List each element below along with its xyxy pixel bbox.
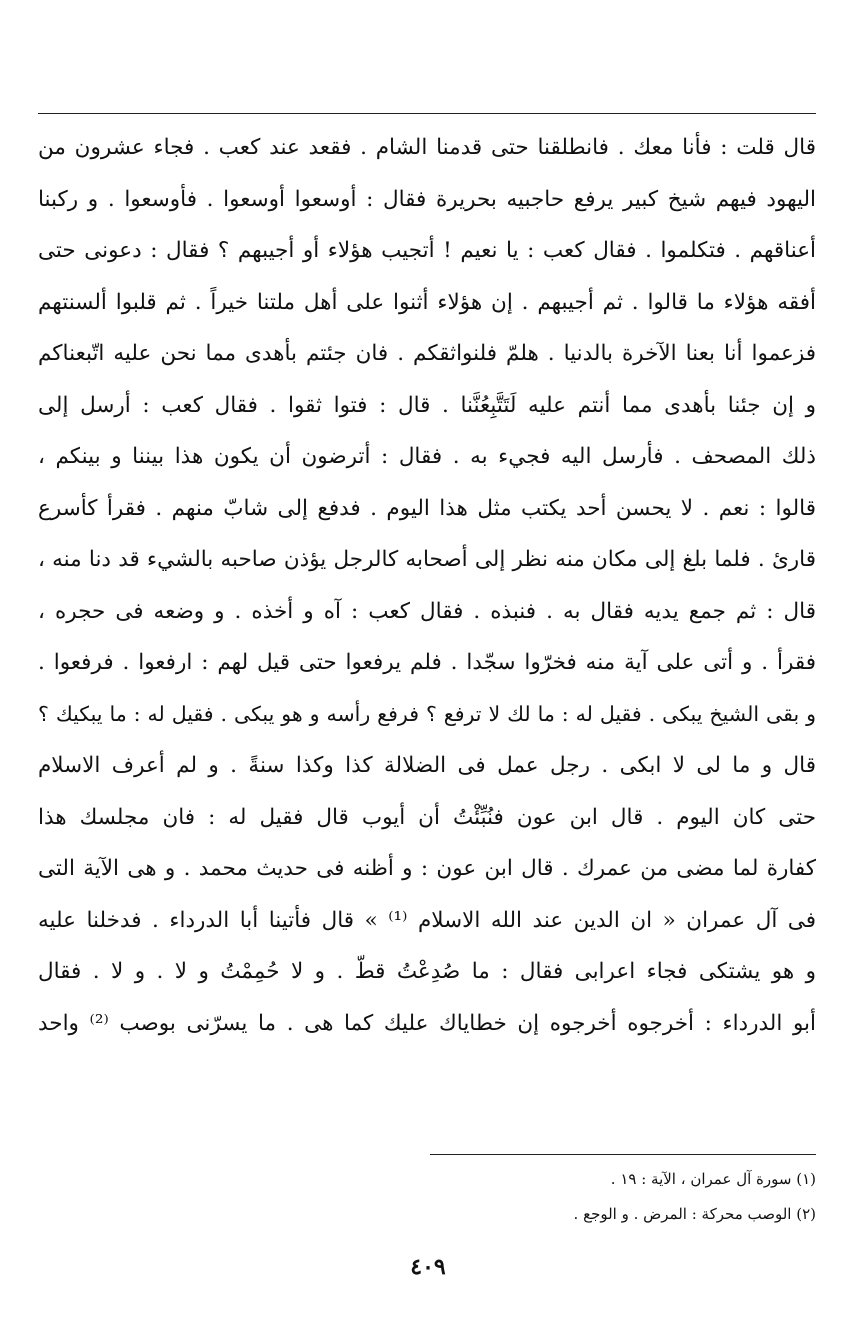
footnote-divider-rule	[430, 1154, 816, 1155]
body-line: كفارة لما مضى من عمرك . قال ابن عون : و أظنه فى حديث محمد . و هى الآية التى	[38, 856, 816, 881]
body-line: قال و ما لى لا ابكى . رجل عمل فى الضلالة كذا وكذا سنةً . و لم أعرف الاسلام	[38, 753, 816, 778]
body-line: أعناقهم . فتكلموا . فقال كعب : يا نعيم ! أتجيب هؤلاء أو أجيبهم ؟ فقال : دعونى حتى	[38, 238, 816, 263]
footnotes	[38, 1162, 816, 1232]
body-line: و هو يشتكى فجاء اعرابى فقال : ما صُدِعْتُ قطّ . و لا حُمِمْتُ و لا . و لا . فقال	[38, 959, 816, 984]
body-line: ذلك المصحف . فأرسل اليه فجيء به . فقال : أترضون أن يكون هذا بيننا و بينكم ،	[38, 444, 816, 469]
top-divider-rule	[38, 113, 816, 114]
body-line: فقرأ . و أتى على آية منه فخرّوا سجّدا . فلم يرفعوا حتى قيل لهم : ارفعوا . فرفعوا .	[38, 650, 816, 675]
page-body-text	[38, 122, 816, 1049]
body-line: قال : ثم جمع يديه فقال به . فنبذه . فقال كعب : آه و أخذه . و وضعه فى حجره ،	[38, 598, 816, 624]
body-line: قارئ . فلما بلغ إلى مكان منه نظر إلى أصحابه كالرجل يؤذن صاحبه بالشيء قد دنا منه ،	[38, 547, 816, 572]
footnote-2: (٢) الوصب محركة : المرض . و الوجع .	[573, 1205, 816, 1223]
body-line: و بقى الشيخ يبكى . فقيل له : ما لك لا ترفع ؟ فرفع رأسه و هو يبكى . فقيل له : ما يبكيك ؟	[38, 701, 816, 726]
body-line: حتى كان اليوم . قال ابن عون فنُبِّئْتُ أن أيوب قال فقيل له : فان مجلسك هذا	[38, 804, 816, 830]
body-line: أبو الدرداء : أخرجوه أخرجوه إن خطاياك عليك كما هى . ما يسرّنى بوصب ⁽²⁾ واحد	[38, 1010, 816, 1036]
body-line: اليهود فيهم شيخ كبير يرفع حاجبيه بحريرة فقال : أوسعوا أوسعوا . فأوسعوا . و ركبنا	[38, 186, 816, 212]
body-line: فى آل عمران « ان الدين عند الله الاسلام ⁽¹⁾ » قال فأتينا أبا الدرداء . فدخلنا عليه	[38, 907, 816, 933]
body-line: و إن جئنا بأهدى مما أنتم عليه لَتَتَّبِعُنَّنا . قال : فتوا ثقوا . فقال كعب : أرسل إلى	[38, 392, 816, 418]
body-line: قالوا : نعم . لا يحسن أحد يكتب مثل هذا اليوم . فدفع إلى شابّ منهم . فقرأ كأسرع	[38, 495, 816, 521]
footnote-1: (١) سورة آل عمران ، الآية : ١٩ .	[610, 1170, 816, 1188]
body-line: قال قلت : فأنا معك . فانطلقنا حتى قدمنا الشام . فقعد عند كعب . فجاء عشرون من	[38, 135, 816, 160]
page-number: ٤٠٩	[410, 1254, 446, 1280]
body-line: فزعموا أنا بعنا الآخرة بالدنيا . هلمّ فلنواثقكم . فان جئتم بأهدى مما نحن عليه اتّبعناكم	[38, 341, 816, 366]
body-line: أفقه هؤلاء ما قالوا . ثم أجيبهم . إن هؤلاء أثنوا على أهل ملتنا خيراً . ثم قلبوا ألسنتهم	[38, 289, 816, 315]
